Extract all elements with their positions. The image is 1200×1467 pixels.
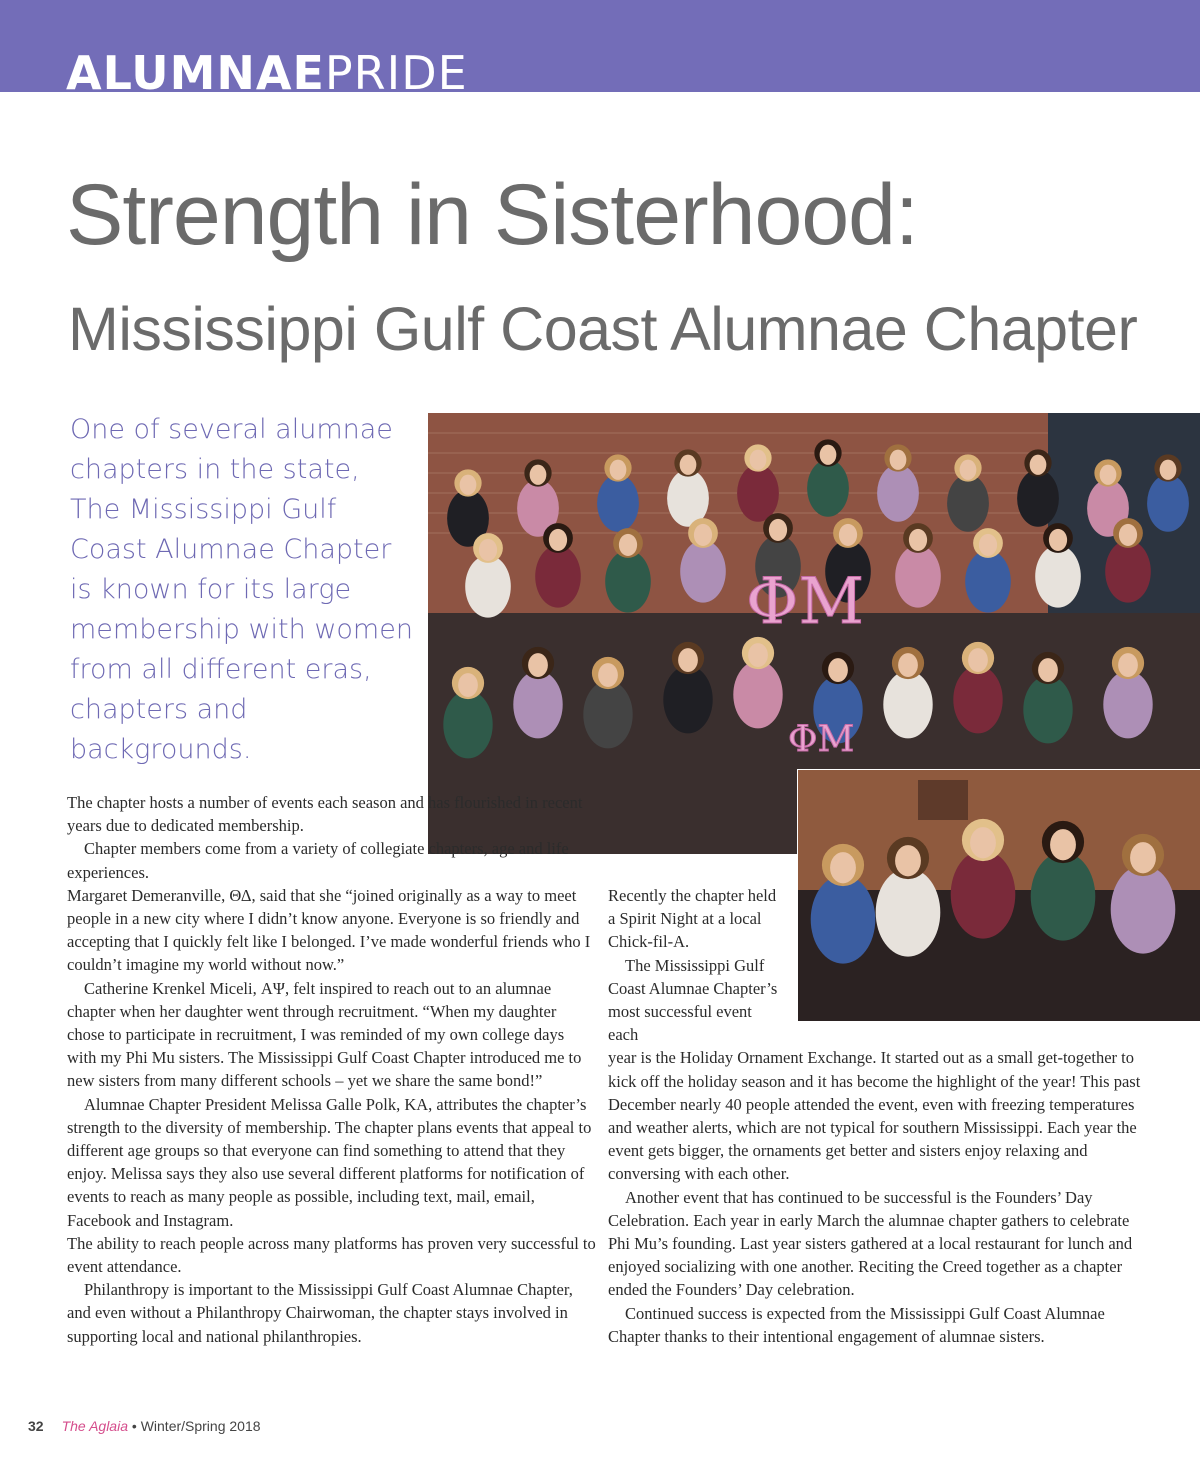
paragraph: year is the Holiday Ornament Exchange. It started out as a small get-together to kick off the holiday season and it has become the highlight of the year! This past December nearly 40 people attended the event, even with freezing temperatures and weather alerts, which are not typical for southern Mississippi. Each year the event gets bigger, the ornaments get better and sisters enjoy relaxing and conversing with each other. <box>608 1048 1141 1184</box>
paragraph: Continued success is expected from the Mississippi Gulf Coast Alumnae Chapter thanks to their intentional engagement of alumnae sisters. <box>608 1303 1105 1346</box>
paragraph: Margaret Demeranville, ΘΔ, said that she “joined originally as a way to meet people in a new city where I didn’t know anyone. Everyone is so friendly and accepting that I quickly felt like I belonged. I’ve made wonderful friends who I couldn’t imagine my world without now.” <box>67 885 591 975</box>
paragraph: Catherine Krenkel Miceli, ΑΨ, felt inspired to reach out to an alumnae chapter when her daughter went through recruitment. “When my daughter chose to participate in recruitment, I was reminded of my own college days with my Phi Mu sisters. The Mississippi Gulf Coast Chapter introduced me to new sisters from many different schools – yet we share the same bond!” <box>67 978 582 1091</box>
footer-separator: • <box>128 1418 141 1434</box>
phi-mu-sign: ΦM <box>746 565 864 639</box>
page-footer <box>28 1416 261 1436</box>
section-header-light: PRIDE <box>324 46 468 92</box>
left-column <box>67 791 597 1348</box>
section-banner <box>0 0 1200 92</box>
magazine-name: The Aglaia <box>61 1418 128 1434</box>
article-subtitle: Mississippi Gulf Coast Alumnae Chapter <box>68 295 1138 363</box>
section-header-bold: ALUMNAE <box>66 46 325 92</box>
paragraph: Alumnae Chapter President Melissa Galle Polk, KA, attributes the chapter’s strength to the diversity of membership. The chapter plans events that appeal to different age groups so that everyone can find something to attend that they enjoy. Melissa says they also use several different platforms for notification of events to reach as many people as possible, including text, mail, email, Facebook and Instagram. <box>67 1094 592 1230</box>
paragraph: Philanthropy is important to the Mississippi Gulf Coast Alumnae Chapter, and even without a Philanthropy Chairwoman, the chapter stays involved in supporting local and national philanthropies. <box>67 1280 573 1346</box>
paragraph: Another event that has continued to be successful is the Founders’ Day Celebration. Each year in early March the alumnae chapter gathers to celebrate Phi Mu’s founding. Last year sisters gathered at a local restaurant for lunch and enjoyed socializing with one another. Reciting the Creed together as a chapter ended the Founders’ Day celebration. <box>608 1187 1133 1300</box>
section-header <box>66 42 468 92</box>
paragraph: Recently the chapter held a Spirit Night at a local Chick-fil-A. <box>608 886 777 952</box>
right-column <box>608 884 1148 1348</box>
paragraph: Chapter members come from a variety of collegiate chapters, age and life experiences. <box>67 839 569 882</box>
phi-mu-sign-small: ΦM <box>788 719 855 760</box>
paragraph: The chapter hosts a number of events each season and has flourished in recent years due to dedicated membership. <box>67 793 583 836</box>
issue-date: Winter/Spring 2018 <box>140 1418 261 1434</box>
pull-quote: One of several alumnae chapters in the state, The Mississippi Gulf Coast Alumnae Chapter is known for its large membership with women from all different eras, chapters and backgrounds. <box>70 414 413 765</box>
page-number: 32 <box>28 1418 44 1434</box>
paragraph: The ability to reach people across many platforms has proven very successful to event attendance. <box>67 1233 596 1277</box>
article-title: Strength in Sisterhood: <box>66 167 918 263</box>
paragraph: The Mississippi Gulf Coast Alumnae Chapter’s most successful event each <box>608 955 778 1045</box>
